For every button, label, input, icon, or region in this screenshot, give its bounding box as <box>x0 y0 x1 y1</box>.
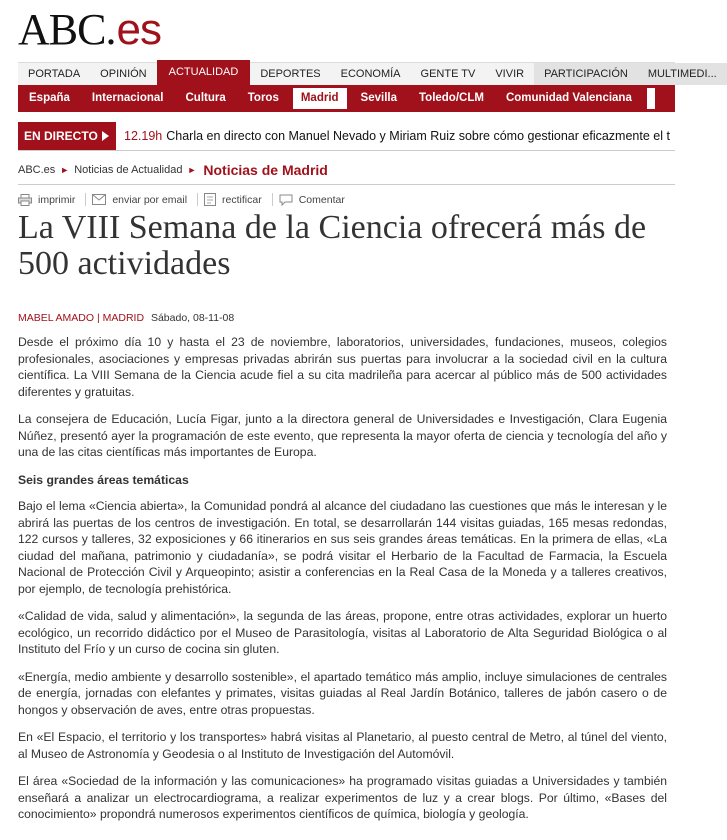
main-nav <box>18 62 717 85</box>
article-tools <box>18 193 361 206</box>
article-body <box>18 334 667 834</box>
print-button[interactable] <box>18 193 86 206</box>
paragraph: «Calidad de vida, salud y alimentación», la segunda de las áreas, propone, entre otras actividades, explorar un huerto ecológico, un recorrido didáctico por el Museo de Parasitología, visitas al Laboratorio de Alta Seguridad Biológica o al Instituto del Frío y un curso de cocina sin gluten. <box>18 609 667 656</box>
live-text: Charla en directo con Manuel Nevado y Miriam Ruiz sobre cómo gestionar eficazmente el t <box>166 129 670 143</box>
nav-economia[interactable]: ECONOMÍA <box>340 68 401 80</box>
paragraph: Bajo el lema «Ciencia abierta», la Comunidad pondrá al alcance del ciudadano las cuestiones que más le interesan y le abrirá las puertas de los centros de investigación. En total, se desarrollarán 144 visitas guiadas, 165 mesas redondas, 122 cursos y talleres, 32 exposiciones y 66 itinerarios en sus seis grandes áreas temáticas. En la primera de ellas, «La ciudad del mañana, patrimonio y ciudadanía», se podrá visitar el Herbario de la Facultad de Farmacia, la Escuela Nacional de Protección Civil y Arqueopinto; asistir a conferencias en la Real Casa de la Moneda y a talleres creativos, por ejemplo, de tecnología prehistórica. <box>18 499 667 596</box>
nav-multimedia[interactable]: MULTIMEDI... <box>638 63 727 85</box>
author: MABEL AMADO | MADRID <box>18 312 145 324</box>
byline <box>18 312 234 324</box>
breadcrumb-separator-icon: ► <box>187 165 197 175</box>
paragraph: La consejera de Educación, Lucía Figar, junto a la directora general de Universidades e Investigación, Clara Eugenia Núñez, presentó ayer la programación de este evento, que representa la mayor oferta de ciencia y tecnología del año y una de las citas científicas más importantes de Europa. <box>18 412 667 459</box>
email-label: enviar por email <box>112 193 188 206</box>
subnav-sevilla[interactable]: Sevilla <box>360 92 397 104</box>
subnav-comunidad-valenciana[interactable]: Comunidad Valenciana <box>505 92 632 104</box>
print-label: imprimir <box>38 193 76 206</box>
subnav-espana[interactable]: España <box>29 92 70 104</box>
sub-nav <box>18 85 675 112</box>
subnav-madrid[interactable]: Madrid <box>293 88 347 109</box>
subnav-internacional[interactable]: Internacional <box>91 92 164 104</box>
nav-deportes[interactable]: DEPORTES <box>260 68 321 80</box>
subnav-overflow-tab <box>647 88 655 109</box>
nav-opinion[interactable]: OPINIÓN <box>100 68 147 80</box>
logo-abc: ABC <box>18 5 106 54</box>
breadcrumb-home[interactable]: ABC.es <box>18 164 56 176</box>
breadcrumb-section[interactable]: Noticias de Actualidad <box>74 164 183 176</box>
section-subheading: Seis grandes áreas temáticas <box>18 472 189 487</box>
logo-es: es <box>116 5 161 54</box>
email-button[interactable] <box>92 193 198 206</box>
article-title: La VIII Semana de la Ciencia ofrecerá más de 500 actividades <box>18 209 647 282</box>
play-arrow-icon <box>102 131 109 141</box>
subnav-toros[interactable]: Toros <box>247 92 279 104</box>
subnav-toledo-clm[interactable]: Toledo/CLM <box>419 92 484 104</box>
envelope-icon <box>92 194 106 205</box>
breadcrumb-divider <box>18 184 675 185</box>
live-ticker <box>18 122 675 151</box>
live-badge-label: EN DIRECTO <box>24 129 98 143</box>
subnav-cultura[interactable]: Cultura <box>185 92 226 104</box>
site-logo[interactable] <box>18 4 161 52</box>
paragraph: Desde el próximo día 10 y hasta el 23 de noviembre, laboratorios, universidades, fundaciones, museos, colegios profesionales, asociaciones y empresas privadas abrirán sus puertas para involucrar a la sociedad civil en la cultura científica. La VIII Semana de la Ciencia acude fiel a su cita madrileña para acercar al público más de 500 actividades diferentes y gratuitas. <box>18 335 667 399</box>
logo-dot: . <box>105 5 117 54</box>
paragraph: El área «Sociedad de la información y las comunicaciones» ha programado visitas guiadas a Universidades y también enseñará a analizar un electrocardiograma, a realizar experimentos de luz y a crear blogs. Por último, «Bases del conocimiento» propondrá numerosos experimentos científicos de química, biología y geología. <box>18 774 667 821</box>
breadcrumb <box>18 162 328 178</box>
nav-actualidad[interactable]: ACTUALIDAD <box>157 60 251 85</box>
comment-label: Comentar <box>298 193 345 206</box>
nav-vivir[interactable]: VIVIR <box>495 68 525 80</box>
paragraph: En «El Espacio, el territorio y los transportes» habrá visitas al Planetario, al puesto central de Metro, al túnel del viento, al Museo de Astronomía y Geodesia o al Instituto de Investigación del Automóvil. <box>18 730 667 761</box>
breadcrumb-separator-icon: ► <box>60 165 70 175</box>
comment-button[interactable] <box>279 193 355 206</box>
speech-bubble-icon <box>279 194 293 206</box>
publish-date: Sábado, 08-11-08 <box>150 312 235 324</box>
live-time: 12.19h <box>124 129 163 143</box>
document-edit-icon <box>204 193 216 206</box>
nav-participacion[interactable]: PARTICIPACIÓN <box>534 63 638 85</box>
nav-portada[interactable]: PORTADA <box>28 68 81 80</box>
paragraph: «Energía, medio ambiente y desarrollo sostenible», el apartado temático más amplio, incluye simulaciones de centrales de energía, jornadas con elefantes y primates, visitas guiadas al Real Jardín Botánico, talleres de jabón casero o de hongos y observación de aves, entre otras propuestas. <box>18 669 667 717</box>
live-headline[interactable] <box>124 122 675 150</box>
breadcrumb-current[interactable]: Noticias de Madrid <box>203 162 328 178</box>
printer-icon <box>18 194 32 206</box>
correct-button[interactable] <box>204 193 273 206</box>
nav-gente-tv[interactable]: GENTE TV <box>420 68 476 80</box>
correct-label: rectificar <box>222 193 262 206</box>
